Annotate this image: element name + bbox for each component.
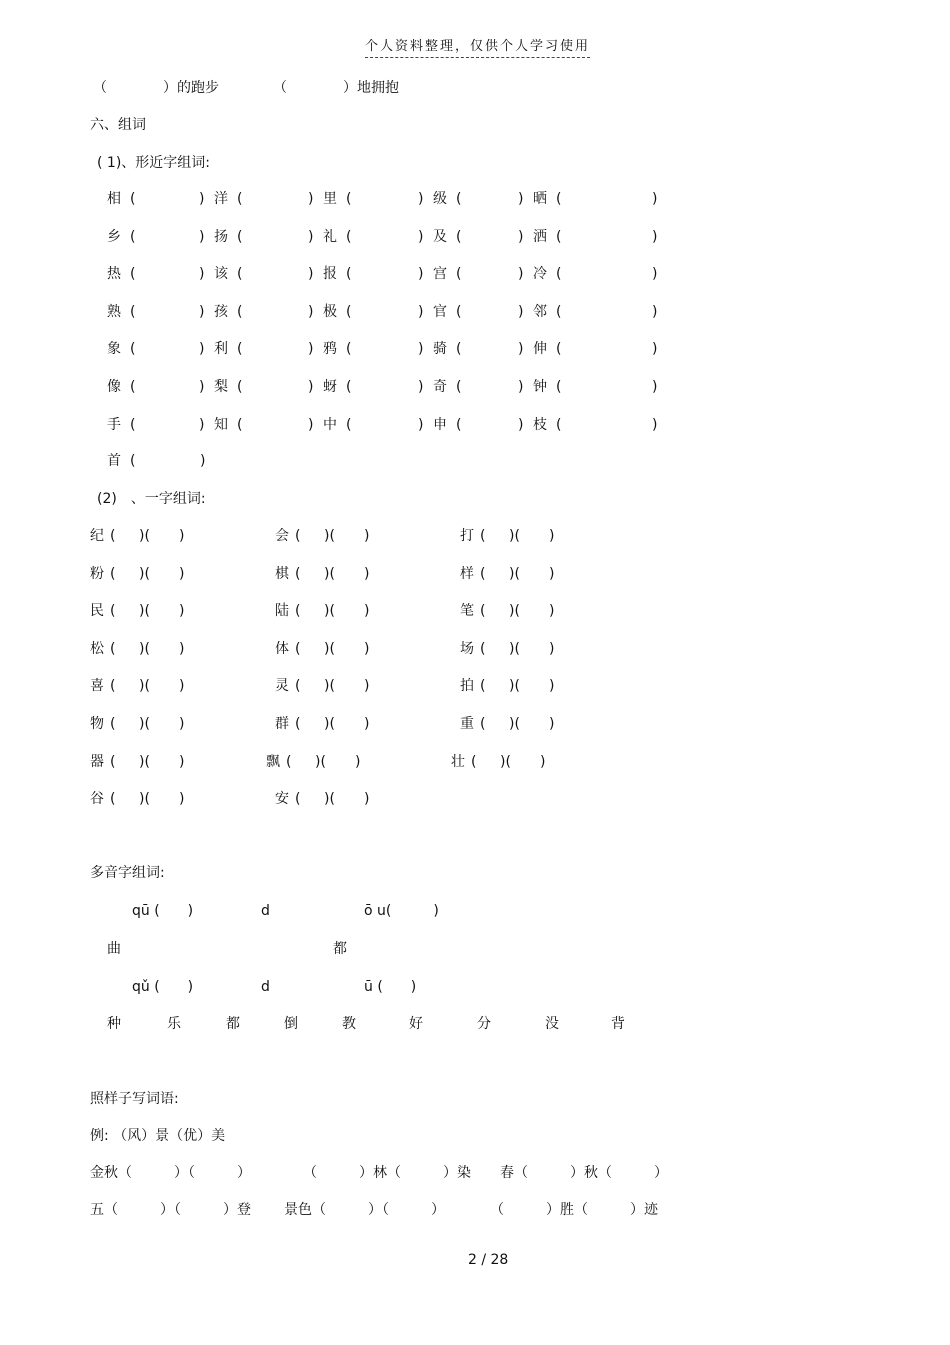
blank-open-paren: ( bbox=[456, 416, 462, 433]
blank-close-paren: ) bbox=[518, 341, 524, 358]
word-blank: )( bbox=[139, 565, 150, 582]
similar-char: 热 bbox=[107, 266, 121, 283]
blank-open-paren: ( bbox=[556, 416, 562, 433]
blank-close-paren: ) bbox=[199, 228, 205, 245]
word-blank: ( bbox=[480, 603, 486, 620]
imitate-row2-col1: 五（ ）（ ）登 bbox=[90, 1202, 251, 1218]
word-blank: )( bbox=[509, 603, 520, 620]
word-blank: )( bbox=[315, 753, 326, 770]
similar-char: 扬 bbox=[214, 228, 228, 245]
blank-open-paren: ( bbox=[556, 191, 562, 207]
imitate-title: 照样子写词语: bbox=[90, 1091, 179, 1107]
one-char-word: 体 bbox=[275, 640, 289, 657]
similar-char: 伸 bbox=[533, 341, 547, 358]
page-header: 个人资料整理，仅供个人学习使用 bbox=[365, 38, 590, 58]
polyphone-char: 教 bbox=[342, 1016, 356, 1032]
similar-char: 邻 bbox=[533, 303, 547, 320]
blank-open-paren: ( bbox=[130, 228, 136, 245]
blank-open-paren: ( bbox=[237, 266, 243, 283]
one-char-word: 民 bbox=[90, 603, 104, 620]
polyphone-char: 好 bbox=[409, 1016, 423, 1032]
blank-open-paren: ( bbox=[346, 266, 352, 283]
word-blank: )( bbox=[324, 791, 335, 808]
similar-char: 鸦 bbox=[323, 341, 337, 358]
blank-open-paren: ( bbox=[556, 341, 562, 358]
blank-close-paren: ) bbox=[199, 303, 205, 320]
word-blank: ( bbox=[295, 678, 301, 695]
word-blank: )( bbox=[324, 603, 335, 620]
word-blank: )( bbox=[509, 678, 520, 695]
word-blank: )( bbox=[500, 753, 511, 770]
blank-close-paren: ) bbox=[418, 341, 424, 358]
word-blank: )( bbox=[509, 528, 520, 544]
word-blank: ) bbox=[179, 716, 185, 732]
word-blank: ( bbox=[110, 565, 116, 582]
similar-char: 申 bbox=[433, 416, 447, 433]
word-blank: )( bbox=[324, 678, 335, 695]
word-blank: ) bbox=[549, 678, 555, 695]
blank-open-paren: ( bbox=[346, 303, 352, 320]
one-char-word: 粉 bbox=[90, 565, 104, 582]
polyphone-char-qu: 曲 bbox=[107, 941, 121, 957]
one-char-word: 样 bbox=[460, 565, 474, 582]
similar-char: 相 bbox=[107, 191, 121, 207]
pinyin-d2: d bbox=[261, 979, 270, 995]
similar-char: 乡 bbox=[107, 228, 121, 245]
imitate-row1-col2: （ ）林（ ）染 bbox=[303, 1165, 471, 1181]
blank-close-paren: ) bbox=[518, 191, 524, 207]
blank-open-paren: ( bbox=[237, 379, 243, 395]
polyphone-char: 没 bbox=[545, 1016, 559, 1032]
pinyin-u2: ū ( ) bbox=[364, 979, 417, 995]
similar-char: 孩 bbox=[214, 303, 228, 320]
word-blank: )( bbox=[324, 528, 335, 544]
word-blank: ) bbox=[179, 678, 185, 695]
word-blank: ( bbox=[295, 565, 301, 582]
imitate-row2-col2: 景色（ ）（ ） bbox=[284, 1202, 445, 1218]
blank-close-paren: ) bbox=[652, 303, 658, 320]
similar-char: 利 bbox=[214, 341, 228, 358]
imitate-row2-col3: （ ）胜（ ）迹 bbox=[490, 1202, 658, 1218]
one-char-word: 场 bbox=[460, 640, 474, 657]
blank-open-paren: ( bbox=[237, 228, 243, 245]
blank-close-paren: ) bbox=[199, 191, 205, 207]
imitate-row1-col1: 金秋（ ）（ ） bbox=[90, 1165, 251, 1181]
word-blank: )( bbox=[139, 753, 150, 770]
polyphone-char: 倒 bbox=[284, 1016, 298, 1032]
blank-close-paren: ) bbox=[308, 191, 314, 207]
word-blank: ( bbox=[480, 716, 486, 732]
polyphone-char: 分 bbox=[477, 1016, 491, 1032]
word-blank: ) bbox=[364, 716, 370, 732]
similar-char: 礼 bbox=[323, 228, 337, 245]
one-char-word: 陆 bbox=[275, 603, 289, 620]
one-char-word: 器 bbox=[90, 753, 104, 770]
word-blank: ( bbox=[295, 603, 301, 620]
similar-char: 冷 bbox=[533, 266, 547, 283]
blank-close-paren: ) bbox=[652, 416, 658, 433]
word-blank: )( bbox=[139, 716, 150, 732]
word-blank: ( bbox=[295, 640, 301, 657]
word-blank: )( bbox=[509, 565, 520, 582]
blank-close-paren: ) bbox=[308, 228, 314, 245]
blank-open-paren: ( bbox=[456, 191, 462, 207]
similar-char: 手 bbox=[107, 416, 121, 433]
blank-open-paren: ( bbox=[130, 379, 136, 395]
word-blank: ) bbox=[179, 791, 185, 808]
similar-char: 洋 bbox=[214, 191, 228, 207]
word-blank: )( bbox=[139, 603, 150, 620]
one-char-word: 松 bbox=[90, 640, 104, 657]
similar-char: 知 bbox=[214, 416, 228, 433]
word-blank: ) bbox=[549, 716, 555, 732]
word-blank: ( bbox=[480, 678, 486, 695]
intro-phrase-hugging: （ ）地拥抱 bbox=[273, 80, 399, 96]
word-blank: )( bbox=[139, 791, 150, 808]
blank-close-paren: ) bbox=[418, 379, 424, 395]
blank-close-paren: ) bbox=[652, 191, 658, 207]
one-char-word: 打 bbox=[460, 528, 474, 544]
blank-open-paren: ( bbox=[456, 303, 462, 320]
word-blank: ) bbox=[364, 603, 370, 620]
blank-close-paren: ) bbox=[418, 416, 424, 433]
blank-open-paren: ( bbox=[237, 191, 243, 207]
similar-char: 梨 bbox=[214, 379, 228, 395]
blank-open-paren: ( bbox=[346, 191, 352, 207]
blank-open-paren: ( bbox=[456, 379, 462, 395]
word-blank: ) bbox=[179, 753, 185, 770]
blank-open-paren: ( bbox=[456, 341, 462, 358]
word-blank: ) bbox=[179, 603, 185, 620]
imitate-example: 例: （风）景（优）美 bbox=[90, 1128, 226, 1144]
one-char-word: 壮 bbox=[451, 753, 465, 770]
page-number: 2 / 28 bbox=[468, 1252, 509, 1268]
blank-close-paren: ) bbox=[518, 416, 524, 433]
word-blank: ( bbox=[471, 753, 477, 770]
one-char-word: 群 bbox=[275, 716, 289, 732]
one-char-word: 棋 bbox=[275, 565, 289, 582]
word-blank: )( bbox=[139, 678, 150, 695]
blank-open-paren: ( bbox=[456, 266, 462, 283]
blank-open-paren: ( bbox=[346, 228, 352, 245]
blank-close-paren: ) bbox=[200, 453, 206, 469]
one-char-word: 物 bbox=[90, 716, 104, 732]
blank-close-paren: ) bbox=[652, 228, 658, 245]
similar-char: 级 bbox=[433, 191, 447, 207]
blank-close-paren: ) bbox=[652, 341, 658, 358]
similar-char: 熟 bbox=[107, 303, 121, 320]
blank-close-paren: ) bbox=[418, 191, 424, 207]
blank-open-paren: ( bbox=[130, 266, 136, 283]
word-blank: ) bbox=[364, 528, 370, 544]
word-blank: ( bbox=[295, 791, 301, 808]
polyphone-char: 背 bbox=[611, 1016, 625, 1032]
word-blank: ( bbox=[295, 528, 301, 544]
word-blank: )( bbox=[324, 565, 335, 582]
polyphone-char: 乐 bbox=[167, 1016, 181, 1032]
word-blank: ( bbox=[110, 528, 116, 544]
word-blank: ) bbox=[179, 565, 185, 582]
polyphone-char: 种 bbox=[107, 1016, 121, 1032]
word-blank: ) bbox=[364, 678, 370, 695]
blank-open-paren: ( bbox=[130, 341, 136, 358]
blank-close-paren: ) bbox=[199, 266, 205, 283]
intro-phrase-running: （ ）的跑步 bbox=[93, 80, 219, 96]
similar-char: 官 bbox=[433, 303, 447, 320]
blank-open-paren: ( bbox=[556, 379, 562, 395]
similar-char: 枝 bbox=[533, 416, 547, 433]
one-char-word: 灵 bbox=[275, 678, 289, 695]
similar-char: 钟 bbox=[533, 379, 547, 395]
word-blank: ) bbox=[549, 565, 555, 582]
word-blank: ( bbox=[110, 791, 116, 808]
one-char-word: 飘 bbox=[266, 753, 280, 770]
blank-close-paren: ) bbox=[308, 266, 314, 283]
word-blank: )( bbox=[139, 528, 150, 544]
blank-close-paren: ) bbox=[199, 341, 205, 358]
blank-close-paren: ) bbox=[518, 303, 524, 320]
word-blank: ( bbox=[110, 640, 116, 657]
similar-char: 像 bbox=[107, 379, 121, 395]
polyphone-char: 都 bbox=[226, 1016, 240, 1032]
word-blank: ) bbox=[364, 640, 370, 657]
word-blank: ( bbox=[110, 603, 116, 620]
word-blank: )( bbox=[324, 640, 335, 657]
blank-open-paren: ( bbox=[130, 303, 136, 320]
word-blank: ) bbox=[364, 565, 370, 582]
blank-close-paren: ) bbox=[199, 416, 205, 433]
blank-close-paren: ) bbox=[418, 303, 424, 320]
word-blank: ( bbox=[286, 753, 292, 770]
blank-open-paren: ( bbox=[456, 228, 462, 245]
blank-open-paren: ( bbox=[346, 379, 352, 395]
one-char-word: 重 bbox=[460, 716, 474, 732]
similar-char: 中 bbox=[323, 416, 337, 433]
pinyin-qu1: qū ( ) bbox=[132, 903, 194, 919]
one-char-word: 笔 bbox=[460, 603, 474, 620]
word-blank: ( bbox=[480, 640, 486, 657]
word-blank: ) bbox=[549, 528, 555, 544]
blank-close-paren: ) bbox=[518, 379, 524, 395]
blank-close-paren: ) bbox=[518, 228, 524, 245]
pinyin-d1: d bbox=[261, 903, 270, 919]
one-char-word: 喜 bbox=[90, 678, 104, 695]
similar-char: 宫 bbox=[433, 266, 447, 283]
blank-open-paren: ( bbox=[130, 191, 136, 207]
blank-close-paren: ) bbox=[308, 341, 314, 358]
blank-close-paren: ) bbox=[418, 228, 424, 245]
blank-close-paren: ) bbox=[418, 266, 424, 283]
word-blank: ) bbox=[364, 791, 370, 808]
similar-char: 及 bbox=[433, 228, 447, 245]
blank-open-paren: ( bbox=[237, 416, 243, 433]
word-blank: ( bbox=[110, 678, 116, 695]
pinyin-qu2: qǔ ( ) bbox=[132, 979, 194, 995]
word-blank: )( bbox=[139, 640, 150, 657]
imitate-row1-col3: 春（ ）秋（ ） bbox=[500, 1165, 668, 1181]
word-blank: ( bbox=[295, 716, 301, 732]
word-blank: ( bbox=[110, 716, 116, 732]
similar-char: 该 bbox=[214, 266, 228, 283]
blank-open-paren: ( bbox=[237, 341, 243, 358]
word-blank: ) bbox=[179, 528, 185, 544]
one-char-words-title: (2) 、一字组词: bbox=[97, 491, 206, 507]
blank-open-paren: ( bbox=[130, 453, 136, 469]
section-six-title: 六、组词 bbox=[90, 117, 146, 133]
blank-close-paren: ) bbox=[308, 416, 314, 433]
similar-char: 晒 bbox=[533, 191, 547, 207]
word-blank: ) bbox=[540, 753, 546, 770]
similar-char: 洒 bbox=[533, 228, 547, 245]
blank-open-paren: ( bbox=[346, 341, 352, 358]
one-char-word: 拍 bbox=[460, 678, 474, 695]
one-char-word: 谷 bbox=[90, 791, 104, 808]
pinyin-ou: ō u( ) bbox=[364, 903, 439, 919]
blank-close-paren: ) bbox=[518, 266, 524, 283]
similar-characters-title: ( 1)、形近字组词: bbox=[97, 155, 210, 171]
one-char-word: 会 bbox=[275, 528, 289, 544]
similar-char: 极 bbox=[323, 303, 337, 320]
similar-char: 里 bbox=[323, 191, 337, 207]
one-char-word: 安 bbox=[275, 791, 289, 808]
blank-close-paren: ) bbox=[199, 379, 205, 395]
similar-char: 骑 bbox=[433, 341, 447, 358]
blank-open-paren: ( bbox=[130, 416, 136, 433]
similar-char: 蚜 bbox=[323, 379, 337, 395]
word-blank: ( bbox=[480, 528, 486, 544]
blank-open-paren: ( bbox=[556, 228, 562, 245]
similar-char-last: 首 bbox=[107, 453, 121, 469]
blank-close-paren: ) bbox=[308, 379, 314, 395]
similar-char: 象 bbox=[107, 341, 121, 358]
word-blank: ) bbox=[179, 640, 185, 657]
similar-char: 报 bbox=[323, 266, 337, 283]
word-blank: ) bbox=[355, 753, 361, 770]
blank-close-paren: ) bbox=[652, 379, 658, 395]
word-blank: ) bbox=[549, 640, 555, 657]
word-blank: )( bbox=[509, 716, 520, 732]
word-blank: ( bbox=[480, 565, 486, 582]
word-blank: ( bbox=[110, 753, 116, 770]
polyphone-title: 多音字组词: bbox=[90, 865, 165, 881]
blank-close-paren: ) bbox=[308, 303, 314, 320]
polyphone-char-du: 都 bbox=[333, 941, 347, 957]
blank-open-paren: ( bbox=[556, 266, 562, 283]
word-blank: )( bbox=[324, 716, 335, 732]
blank-close-paren: ) bbox=[652, 266, 658, 283]
word-blank: )( bbox=[509, 640, 520, 657]
similar-char: 奇 bbox=[433, 379, 447, 395]
blank-open-paren: ( bbox=[237, 303, 243, 320]
word-blank: ) bbox=[549, 603, 555, 620]
blank-open-paren: ( bbox=[556, 303, 562, 320]
blank-open-paren: ( bbox=[346, 416, 352, 433]
one-char-word: 纪 bbox=[90, 528, 104, 544]
